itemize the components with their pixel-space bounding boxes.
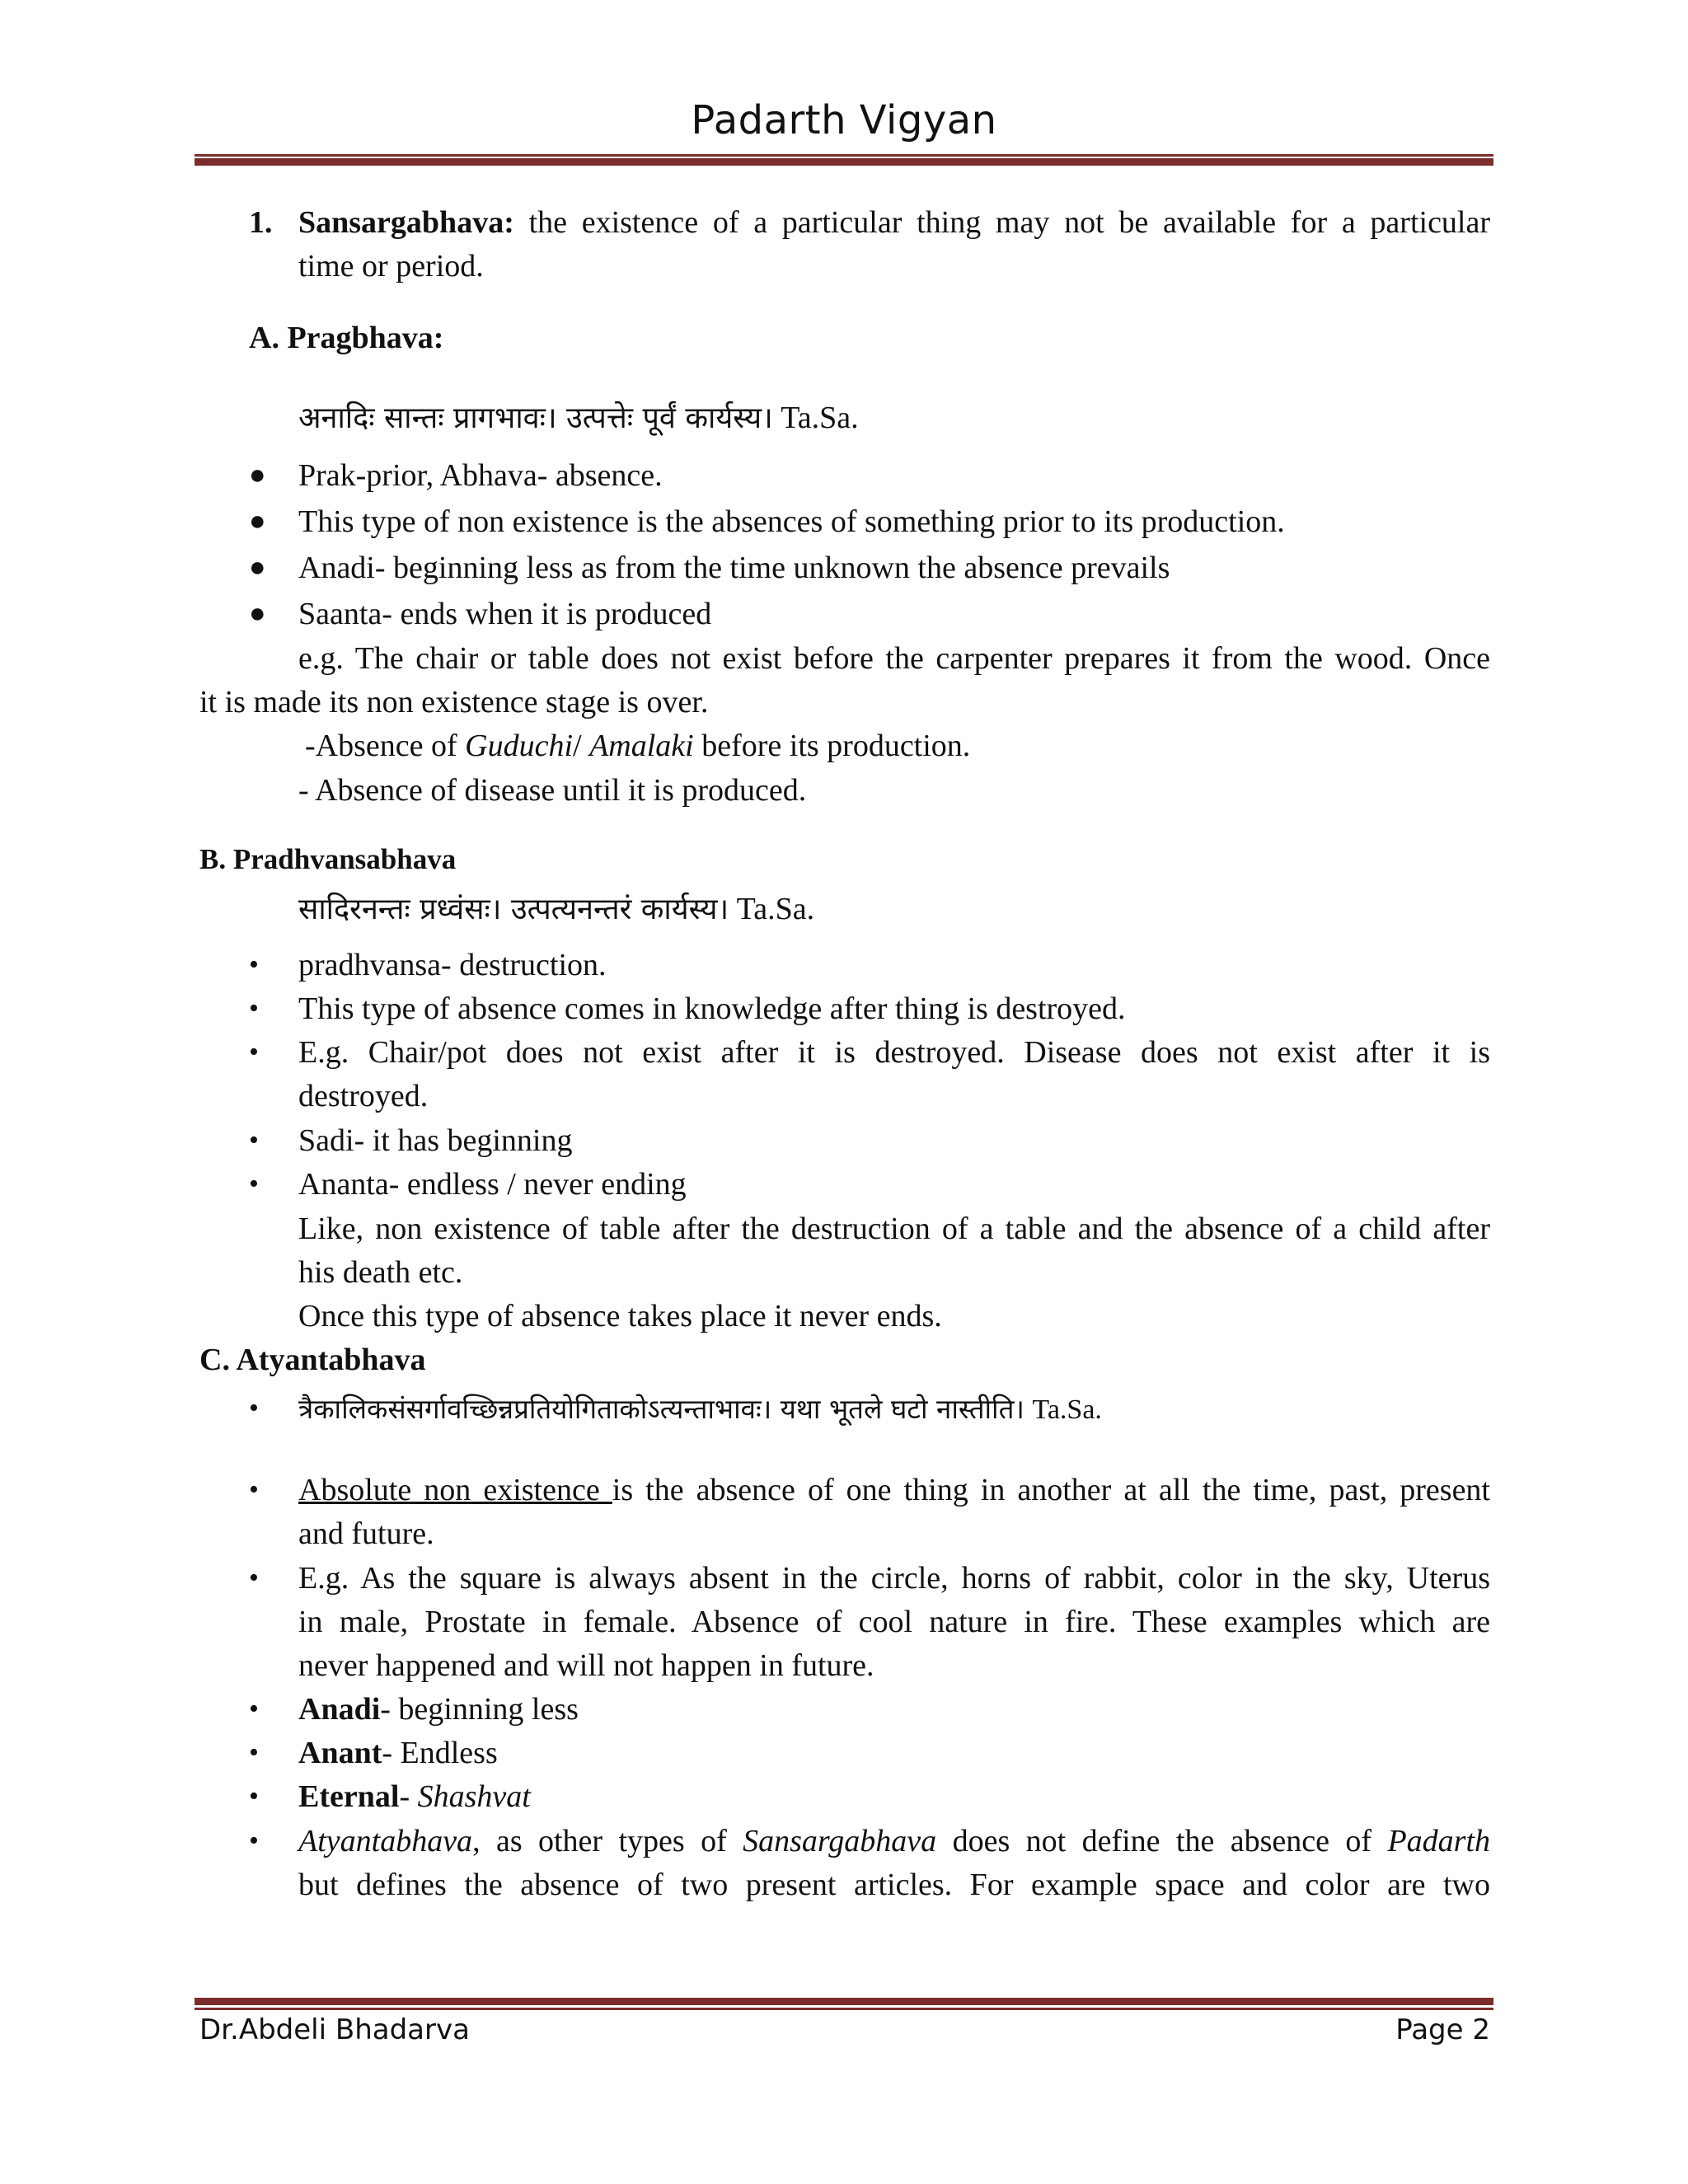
bullet-dot-icon: • [249, 1825, 259, 1856]
pragbhava-example-line1: e.g. The chair or table does not exist before the carpenter prepares it from the wood. Once [298, 641, 1490, 676]
padarth-term: Padarth [1387, 1824, 1490, 1858]
bullet-dot-icon: • [249, 949, 259, 980]
header-rule-thin [195, 154, 1493, 157]
guduchi-term: Guduchi [465, 729, 574, 763]
bullet-dot-icon: ● [249, 552, 266, 583]
atyantabhava-term: Atyantabhava [298, 1824, 473, 1858]
bullet-dot-icon: • [249, 1563, 259, 1593]
pradhvansabhava-sanskrit-line [298, 887, 814, 932]
atyantabhava-eg-line3: never happened and will not happen in future. [298, 1648, 874, 1683]
pradhvansabhava-sanskrit: सादिरनन्तः प्रध्वंसः। उत्पत्यनन्तरं कार्यस्य। [298, 893, 729, 926]
bullet-dot-icon: • [249, 1037, 259, 1067]
pradhvansabhava-bullet-2: This type of absence comes in knowledge after thing is destroyed. [298, 991, 1126, 1026]
absence-suffix: before its production. [693, 729, 971, 763]
atyantabhava-anant [298, 1731, 498, 1775]
pradhvansabhava-bullet-3-line2: destroyed. [298, 1079, 429, 1113]
bullet-dot-icon: ● [249, 460, 266, 490]
atyantabhava-heading: C. Atyantabhava [199, 1343, 426, 1377]
section1-paragraph-line2: time or period. [298, 249, 484, 284]
atyantabhava-last-line2: but defines the absence of two present articles. For example space and color are two [298, 1868, 1490, 1902]
anant-text: - Endless [382, 1736, 498, 1770]
pradhvansabhava-bullet-4: Sadi- it has beginning [298, 1123, 573, 1158]
atyantabhava-eg-line1: E.g. As the square is always absent in the circle, horns of rabbit, color in the sky, Uterus [298, 1561, 1490, 1596]
bullet-dot-icon: • [249, 1737, 259, 1768]
bullet-dot-icon: • [249, 993, 259, 1024]
pradhvansabhava-heading: B. Pradhvansabhava [199, 843, 457, 875]
pragbhava-example-line2: it is made its non existence stage is over. [199, 685, 709, 719]
eternal-term: Eternal [298, 1779, 400, 1814]
atyantabhava-anadi [298, 1687, 579, 1732]
bullet-dot-icon: • [249, 1125, 259, 1155]
pragbhava-source: Ta.Sa. [781, 401, 859, 435]
atyantabhava-eg-line2: in male, Prostate in female. Absence of cool nature in fire. These examples which are [298, 1605, 1490, 1639]
last-mid-text-2: does not define the absence of [936, 1824, 1388, 1858]
bullet-dot-icon: • [249, 1781, 259, 1811]
anadi-term: Anadi [298, 1692, 381, 1727]
last-mid-text-1: , as other types of [472, 1824, 743, 1858]
atyantabhava-sanskrit-line [298, 1386, 1102, 1432]
absolute-non-existence-term: Absolute non existence [298, 1473, 612, 1507]
bullet-dot-icon: ● [249, 598, 266, 629]
pradhvansabhava-bullet-3-line1: E.g. Chair/pot does not exist after it is destroyed. Disease does not exist after it is [298, 1035, 1490, 1070]
header-rule-thick [195, 158, 1493, 166]
footer-rule-thin [195, 2008, 1493, 2010]
absence-prefix: -Absence of [305, 729, 466, 763]
pragbhava-bullet-1: Prak-prior, Abhava- absence. [298, 458, 663, 493]
section1-term: Sansargabhava: [298, 205, 514, 240]
pradhvansabhava-bullet-1: pradhvansa- destruction. [298, 948, 607, 982]
pradhvansabhava-once: Once this type of absence takes place it never ends. [298, 1299, 942, 1333]
pragbhava-bullet-2: This type of non existence is the absences of something prior to its production. [298, 504, 1285, 539]
absolute-definition-text: is the absence of one thing in another at all the time, past, present [612, 1473, 1490, 1507]
section1-text: the existence of a particular thing may not be available for a particular [528, 205, 1491, 240]
bullet-dot-icon: • [249, 1694, 259, 1724]
footer-page-number: Page 2 [1395, 2013, 1490, 2046]
atyantabhava-absolute-line2: and future. [298, 1516, 434, 1551]
pragbhava-sanskrit-line [298, 396, 859, 441]
section-number: 1. [249, 205, 273, 240]
page-header-title: Padarth Vigyan [691, 97, 997, 143]
sansargabhava-term: Sansargabhava [743, 1824, 937, 1858]
pragbhava-absence-guduchi [305, 724, 970, 768]
pragbhava-bullet-3: Anadi- beginning less as from the time unknown the absence prevails [298, 551, 1170, 585]
pradhvansabhava-like-line2: his death etc. [298, 1255, 463, 1290]
pragbhava-heading: A. Pragbhava: [249, 321, 444, 355]
bullet-dot-icon: ● [249, 506, 266, 537]
pragbhava-bullet-4: Saanta- ends when it is produced [298, 597, 712, 631]
pradhvansabhava-bullet-5: Ananta- endless / never ending [298, 1167, 687, 1202]
atyantabhava-last-line1 [298, 1819, 1490, 1863]
atyantabhava-sanskrit: त्रैकालिकसंसर्गावच्छिन्नप्रतियोगिताकोऽत्यन्ताभावः। यथा भूतले घटो नास्तीति। [298, 1393, 1025, 1425]
bullet-dot-icon: • [249, 1474, 259, 1505]
pradhvansabhava-source: Ta.Sa. [736, 892, 815, 926]
section1-paragraph-line1 [298, 200, 1490, 245]
anadi-text: - beginning less [380, 1692, 579, 1727]
footer-author: Dr.Abdeli Bhadarva [199, 2013, 470, 2046]
footer-rule-thick [195, 1998, 1493, 2005]
atyantabhava-eternal [298, 1774, 531, 1819]
pragbhava-absence-disease: - Absence of disease until it is produced. [298, 773, 807, 808]
anant-term: Anant [298, 1736, 382, 1770]
eternal-text: Shashvat [417, 1779, 531, 1814]
slash-separator: / [573, 729, 590, 763]
bullet-dot-icon: • [249, 1169, 259, 1199]
atyantabhava-source: Ta.Sa. [1032, 1394, 1102, 1425]
pradhvansabhava-like-line1: Like, non existence of table after the destruction of a table and the absence of a child after [298, 1212, 1490, 1246]
amalaki-term: Amalaki [589, 729, 694, 763]
eternal-dash: - [399, 1779, 418, 1814]
bullet-dot-icon: • [249, 1393, 259, 1423]
atyantabhava-absolute-line1 [298, 1468, 1490, 1512]
pragbhava-sanskrit: अनादिः सान्तः प्रागभावः। उत्पत्तेः पूर्वं कार्यस्य। [298, 401, 773, 435]
